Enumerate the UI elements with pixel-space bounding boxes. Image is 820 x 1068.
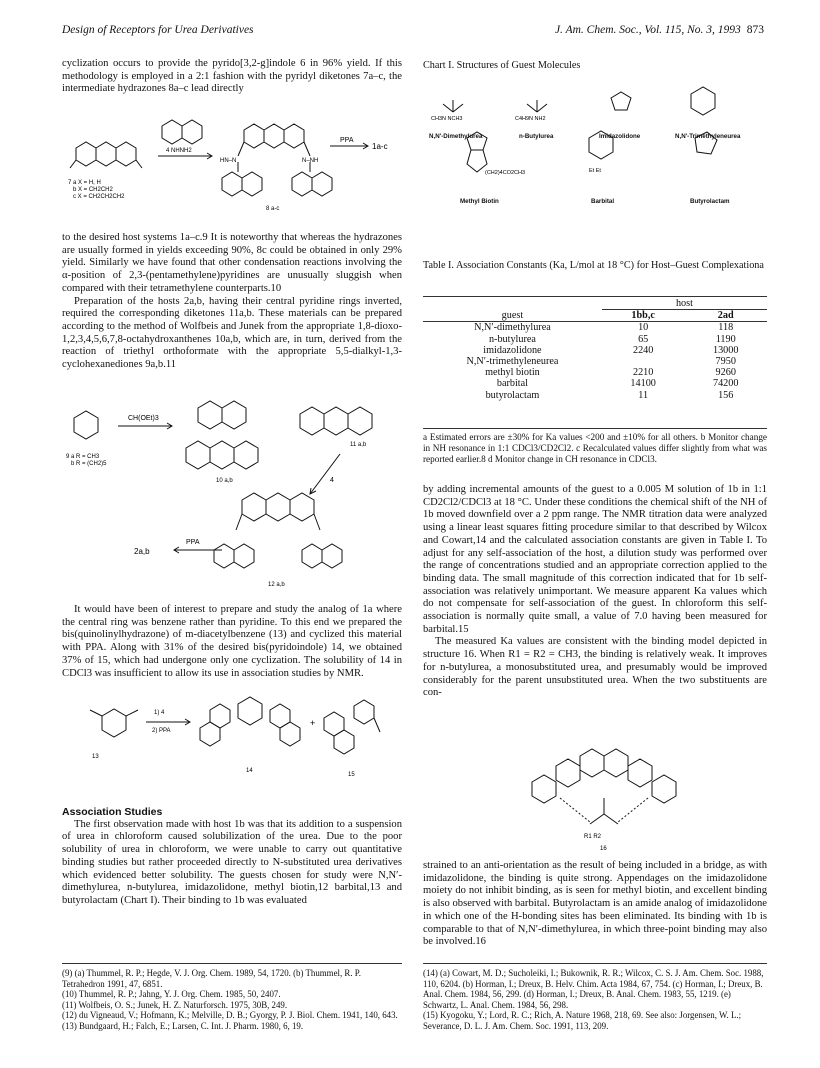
scheme3-bond [126, 710, 138, 716]
scheme2-ring [234, 544, 254, 568]
s16-r-labels: R1 R2 [584, 834, 602, 840]
scheme2-ring [242, 493, 266, 521]
footnotes-left [62, 968, 402, 1032]
scheme2-ring [290, 493, 314, 521]
journal-citation [555, 24, 764, 36]
table-footnotes: a Estimated errors are ±30% for Ka values <200 and ±10% for all others. b Monitor change in NH resonance in 1:1 CDCl3/CD2Cl2. c Recalculated values differ slightly from what was reported earlier.8 d Monitor change in CH resonance in CDCl3. [423, 432, 767, 464]
table-row [423, 390, 767, 401]
scheme2-label-9b: b R = (CH2)5 [71, 461, 107, 467]
scheme3-bond [374, 718, 380, 732]
scheme1-ring [182, 120, 202, 144]
journal-section-title: Design of Receptors for Urea Derivatives [62, 24, 254, 36]
value-2a-cell: 118 [718, 322, 734, 334]
table-header-host: host [602, 298, 767, 310]
table-header-guest: guest [501, 309, 524, 321]
guest-label-dimethylurea: N,N′-Dimethylurea [429, 133, 483, 140]
scheme2-ring [186, 441, 210, 469]
footnote-15: (15) Kyogoku, Y.; Lord, R. C.; Rich, A. Nature 1968, 218, 69. See also: Jorgensen, W. L.; Severance, D. L. J. Am. Chem. Soc. 1991, 113, 209. [423, 1010, 742, 1031]
scheme2-ppa: PPA [186, 539, 200, 546]
s16-ring [556, 759, 580, 787]
scheme1-nnh: N–NH [302, 158, 319, 164]
right-paragraph-3 [423, 860, 767, 949]
paragraph-text: The measured Ka values are consistent with the binding model depicted in structure 16. When R1 = R2 = CH3, the binding is relatively weak. It improves for n-butylurea, a monosubstituted urea, and presumably would be improved considerably for the parent unsubstituted urea. When the two substituents are con- [423, 636, 767, 699]
scheme1-ring [284, 124, 304, 148]
value-1b-cell: 65 [638, 333, 649, 345]
scheme1-label-7c: c X = CH2CH2CH2 [73, 194, 125, 200]
guest-ring [467, 150, 487, 172]
s16-bond [604, 814, 618, 824]
scheme2-ring [210, 441, 234, 469]
scheme2-ring [322, 544, 342, 568]
table-subheader-row [423, 310, 767, 322]
scheme1-ring [116, 142, 136, 166]
scheme3-ring [200, 722, 220, 746]
scheme3-reagents-2: 2) PPA [152, 728, 171, 734]
frag-dmu: CH3N NCH3 [431, 116, 463, 122]
s16-ring [532, 775, 556, 803]
guest-label-imidazolidone: Imidazolidone [599, 133, 641, 140]
scheme1-ring [264, 124, 284, 148]
scheme1-bond [238, 142, 244, 156]
scheme3-ring [102, 709, 126, 737]
scheme3-ring [238, 697, 262, 725]
table-header-row [423, 298, 767, 310]
s16-ring [580, 749, 604, 777]
scheme2-bond [314, 514, 320, 530]
table-rule-top [423, 296, 767, 297]
paragraph-text: It would have been of interest to prepare and study the analog of 1a where the central ring was benzene rather than pyridine. To this end we prepared the bis(quinolinylhydrazone) of m-diacetylbenzene (13) and cyclized this material with PPA. Along with 31% of the desired bis(pyridoindole) 14, we obtained 37% of 15, which had undergone only one cyclization. The solubility of 14 in CDCl3 was insufficient to allow its use in association studies by NMR. [62, 604, 402, 679]
s16-hbond [618, 798, 648, 822]
scheme3-ring [270, 704, 290, 728]
footnotes-right [423, 968, 767, 1032]
value-1b-cell [602, 356, 685, 367]
scheme3-reagents-1: 1) 4 [154, 710, 165, 716]
scheme3-plus: + [310, 718, 316, 728]
scheme3-ring [334, 730, 354, 754]
scheme1-ring [96, 142, 116, 166]
table-rule-bottom [423, 428, 767, 429]
scheme2-ring [348, 407, 372, 435]
footnote-rule-right [423, 963, 767, 964]
scheme3-label-14: 14 [246, 768, 253, 774]
scheme-2-diagram [62, 378, 402, 600]
footnote-rule-left [62, 963, 402, 964]
scheme2-ring [266, 493, 290, 521]
guest-cell: N,N′-trimethyleneurea [466, 356, 559, 368]
scheme1-label-7b: b X = CH2CH2 [73, 187, 113, 193]
association-constants-table [423, 298, 767, 401]
table-row [423, 322, 767, 334]
guest-label-butylurea: n-Butylurea [519, 133, 554, 140]
value-2a-cell: 156 [718, 389, 734, 401]
guest-cell: butyrolactam [485, 389, 540, 401]
scheme3-ring [280, 722, 300, 746]
scheme1-ring [242, 172, 262, 196]
left-paragraph-4 [62, 604, 402, 680]
scheme1-product: 1a-c [372, 142, 388, 151]
scheme-1-diagram [62, 112, 402, 224]
scheme1-bond [136, 160, 142, 168]
value-1b-cell: 10 [638, 322, 649, 334]
scheme3-label-13: 13 [92, 754, 99, 760]
scheme2-arrow [310, 454, 340, 494]
guest-cell: N,N′-dimethylurea [474, 322, 551, 334]
scheme2-ring [74, 411, 98, 439]
footnote-9: (9) (a) Thummel, R. P.; Hegde, V. J. Org. Chem. 1989, 54, 1720. (b) Thummel, R. P. Tetrahedron 1991, 47, 6851. [62, 968, 361, 989]
footnote-14: (14) (a) Cowart, M. D.; Sucholeiki, I.; Bukownik, R. R.; Wilcox, C. S. J. Am. Chem. Soc. 1988, 110, 6204. (b) Horman, I.; Dreux, B. Helv. Chim. Acta 1984, 67, 754. (c) Horman, I.; Dreux, B. Anal. Chem. 1984, 56, 299. (d) Horman, I.; Dreux, B. Anal. Chem. 1983, 55, 1219. (e) Schwartz, L. Anal. Chem. 1984, 56, 298. [423, 968, 764, 1010]
scheme1-ring [292, 172, 312, 196]
scheme3-bond [90, 710, 102, 716]
s16-ring [628, 759, 652, 787]
paragraph-text: to the desired host systems 1a–c.9 It is noteworthy that whereas the hydrazones are usually formed in yields exceeding 90%, 8c could be obtained in only 29% yield. Similarly we have found that other condensation reactions involving the α-position of 2,3-(pentamethylene)pyridines are unusually sluggish when compared with their tetramethylene counterparts.10 [62, 232, 402, 294]
value-2a-cell: 74200 [712, 378, 739, 390]
table-row [423, 367, 767, 378]
s16-hbond [560, 798, 590, 822]
scheme1-label-8: 8 a-c [266, 206, 280, 212]
s16-bond [590, 814, 604, 824]
scheme1-ring [222, 172, 242, 196]
scheme2-arrowhead [310, 488, 316, 494]
scheme2-ring [300, 407, 324, 435]
table-body [423, 322, 767, 401]
guest-ring [691, 87, 715, 115]
scheme3-ring [354, 700, 374, 724]
guest-cell: barbital [496, 378, 528, 390]
scheme2-ring [234, 441, 258, 469]
scheme2-label-10: 10 a,b [216, 478, 233, 484]
chart-title: Chart I. Structures of Guest Molecules [423, 60, 581, 71]
footnote-13: (13) Bundgaard, H.; Falch, E.; Larsen, C. Int. J. Pharm. 1980, 6, 19. [62, 1020, 304, 1031]
scheme1-ppa: PPA [340, 137, 354, 144]
frag-et: Et Et [589, 168, 601, 174]
scheme1-ring [162, 120, 182, 144]
citation-text: J. Am. Chem. Soc., Vol. 115, No. 3, 1993 [554, 24, 741, 36]
guest-label-butyrolactam: Butyrolactam [690, 198, 730, 205]
guest-bond [527, 104, 537, 112]
scheme1-bond [70, 160, 76, 168]
paragraph-text: Preparation of the hosts 2a,b, having their central pyridine rings inverted, required the corresponding diketones 11a,b. These materials can be prepared according to the method of Wolfbeis and Junek from the appropriate 1,8-dioxo-1,2,3,4,5,6,7,8-octahydroxanthenes 10a,b, which are, in turn, derived from the reaction of triethyl orthoformate with the appropriate 5,5-dialkyl-1,3-cyclohexanediones 9a,b.11 [62, 295, 402, 371]
table-header-2a: 2ad [717, 310, 734, 322]
value-2a-cell: 7950 [715, 356, 736, 368]
right-paragraphs-1-2 [423, 484, 767, 700]
table-1-caption: Table I. Association Constants (Ka, L/mol at 18 °C) for Host–Guest Complexationa [423, 260, 764, 271]
guest-cell: imidazolidone [483, 344, 542, 356]
scheme2-label-11: 11 a,b [350, 442, 367, 448]
paragraph-text: strained to an anti-orientation as the result of being included in a bridge, as with imidazolidone, the binding is quite strong. Appendages on the imidazolidone moiety do not inhibit binding, as is seen for methyl biotin, and excellent binding is also observed with barbital. Butyrolactam is an amide analog of imidazolidone in which one of the H-bonding sites has been eliminated. Its binding with 1b is comparable to that of N,N′-dimethylurea, in which three-point binding may also be involved.16 [423, 860, 767, 948]
value-1b-cell: 11 [638, 389, 649, 401]
footnote-12: (12) du Vigneaud, V.; Hofmann, K.; Melville, D. B.; Gyorgy, P. J. Biol. Chem. 1941, 140, 643. [62, 1010, 398, 1021]
table-row [423, 334, 767, 345]
footnote-11: (11) Wolfbeis, O. S.; Junek, H. Z. Naturforsch. 1975, 30B, 249. [62, 999, 288, 1010]
guest-cell: n-butylurea [488, 333, 536, 345]
scheme2-label-9a: 9 a R = CH3 [66, 454, 100, 460]
scheme1-reagent: 4 NHNH2 [166, 148, 192, 154]
guest-ring [611, 92, 631, 110]
scheme3-ring [324, 712, 344, 736]
scheme1-ring [312, 172, 332, 196]
scheme3-label-15: 15 [348, 772, 355, 778]
scheme-3-diagram [62, 692, 402, 788]
scheme2-ring [302, 544, 322, 568]
scheme3-ring [210, 704, 230, 728]
value-2a-cell: 9260 [715, 367, 736, 379]
paragraph-text: by adding incremental amounts of the guest to a 0.005 M solution of 1b in 1:1 CD2Cl2/CDCl3 at 18 °C. Under these conditions the chemical shift of the NH of 1b moved downfield over a 2 ppm range. The NMR titration data were analyzed using a linear least squares fitting procedure similar to that described by Wilcox and Cowart,14 and the calculated association constants are given in Table I. To adjust for any self-association of the host, a dilution study was performed over the range of concentrations studied and an appropriate correction applied to the binding data. The small magnitude of this correction indicated that for 1b self-association was relatively unimportant. We measure apparent Ka values which do not compensate for self-association of the guest. In chloroform this self-association is normally quite small, a value of 7.0 having been measured for barbital.15 [423, 484, 767, 635]
paragraph-text: The first observation made with host 1b was that its addition to a suspension of urea in chloroform caused solubilization of the urea. Due to the poor solubility of urea in chloroform, we were unable to carry out quantitative binding studies but rather proceeded directly to N-substituted urea derivatives which evidenced better solubility. The guests chosen for study were N,N′-dimethylurea, n-butylurea, imidazolidone, methyl biotin,12 barbital,13 and butyrolactam (Chart I). Their binding to 1b was evaluated [62, 818, 402, 906]
table-header-blank [423, 298, 602, 310]
scheme2-ring [198, 401, 222, 429]
guest-bond [443, 104, 453, 112]
scheme2-reagent: CH(OEt)3 [128, 415, 159, 422]
table-header-1b: 1bb,c [631, 310, 655, 322]
scheme2-ring [214, 544, 234, 568]
scheme1-ring [244, 124, 264, 148]
chart-1-structures [423, 74, 767, 206]
s16-label: 16 [600, 846, 607, 852]
frag-biotin: (CH2)4CO2CH3 [485, 170, 526, 176]
scheme1-bond [304, 142, 310, 156]
scheme1-ring [76, 142, 96, 166]
scheme1-hn: HN–N [220, 158, 237, 164]
footnote-10: (10) Thummel, R. P.; Jahng, Y. J. Org. Chem. 1985, 50, 2407. [62, 989, 281, 1000]
guest-bond [537, 104, 547, 112]
guest-label-methyl-biotin: Methyl Biotin [460, 198, 499, 205]
guest-label-barbital: Barbital [591, 198, 615, 205]
page-number: 873 [746, 24, 764, 36]
scheme2-ring [222, 401, 246, 429]
paragraph-text: cyclization occurs to provide the pyrido[3,2-g]indole 6 in 96% yield. If this methodology is employed in a 2:1 fashion with the pyridyl diketones 7a–c, the intermediate hydrazones 8a–c lead directly [62, 58, 402, 95]
frag-bu: C4H9N NH2 [515, 116, 546, 122]
running-header [62, 24, 764, 42]
scheme2-label-12: 12 a,b [268, 582, 285, 588]
scheme2-bond [236, 514, 242, 530]
section-heading: Association Studies [62, 806, 163, 818]
scheme2-product: 2a,b [134, 547, 150, 556]
structure-16-diagram [520, 742, 690, 852]
scheme2-ring [324, 407, 348, 435]
value-2a-cell: 1190 [715, 333, 736, 345]
table-row [423, 345, 767, 356]
s16-ring [604, 749, 628, 777]
association-studies-section [62, 806, 402, 908]
value-2a-cell: 13000 [712, 344, 739, 356]
value-1b-cell: 14100 [630, 378, 656, 390]
guest-cell: methyl biotin [485, 367, 540, 379]
s16-ring [652, 775, 676, 803]
left-paragraph-1 [62, 58, 402, 96]
scheme1-label-7a: 7 a X = H, H [68, 180, 101, 186]
guest-label-trimethyleneurea: N,N′-Trimethyleneurea [675, 133, 741, 140]
left-paragraphs-2-3 [62, 232, 402, 372]
scheme2-step-4: 4 [330, 477, 334, 484]
guest-bond [453, 104, 463, 112]
table-row [423, 378, 767, 389]
value-1b-cell: 2210 [632, 367, 654, 379]
value-1b-cell: 2240 [632, 344, 654, 356]
table-row [423, 356, 767, 367]
